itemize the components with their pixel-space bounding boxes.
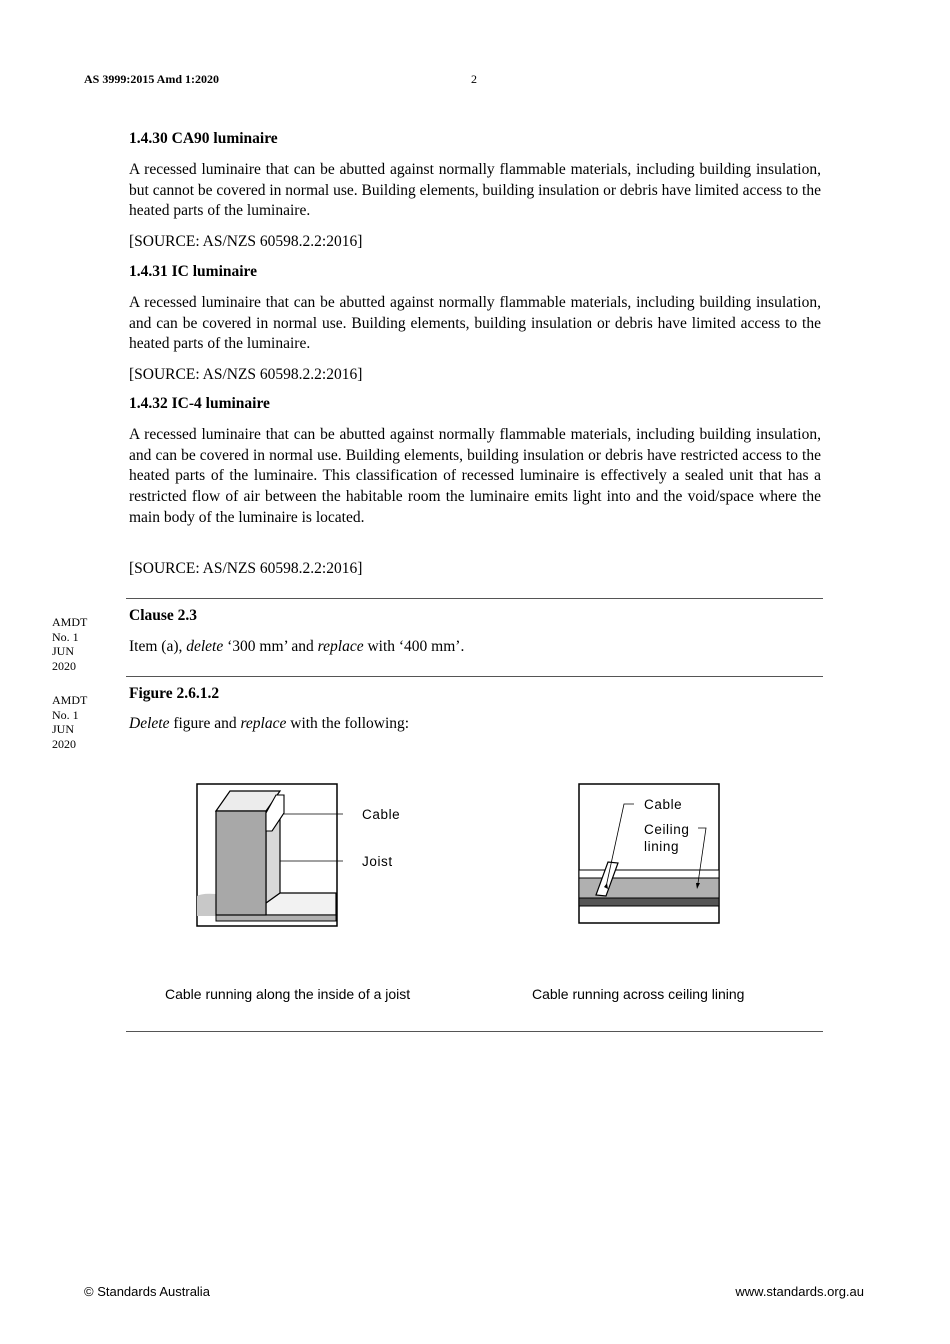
page-number: 2 bbox=[471, 72, 477, 86]
figure-label-cable: Cable bbox=[362, 807, 401, 822]
footer-url[interactable]: www.standards.org.au bbox=[735, 1284, 864, 1299]
amendment-instruction-figure: Delete figure and replace with the following: bbox=[129, 715, 410, 732]
figure-label-cable: Cable bbox=[644, 797, 683, 812]
figure-label-ceiling-lining: Ceiling lining bbox=[644, 822, 690, 854]
amendment-end-divider bbox=[126, 1031, 823, 1032]
section-source-ic4: [SOURCE: AS/NZS 60598.2.2:2016] bbox=[129, 560, 363, 577]
section-source-ic: [SOURCE: AS/NZS 60598.2.2:2016] bbox=[129, 366, 363, 383]
joist-cable-diagram bbox=[196, 783, 339, 928]
section-body-ca90: A recessed luminaire that can be abutted against normally flammable materials, including building insulation, but cannot be covered in normal use. Building elements, building insulation or debris have limited access to the heated parts of the luminaire. bbox=[129, 161, 821, 220]
amendment-divider bbox=[126, 676, 823, 677]
amendment-divider bbox=[126, 598, 823, 599]
section-heading-ic4: 1.4.32 IC-4 luminaire bbox=[129, 395, 270, 412]
footer-copyright: © Standards Australia bbox=[84, 1284, 210, 1299]
amendment-heading-figure: Figure 2.6.1.2 bbox=[129, 685, 220, 702]
amendment-heading-clause: Clause 2.3 bbox=[129, 607, 198, 624]
section-body-ic4: A recessed luminaire that can be abutted against normally flammable materials, including building insulation, and can be covered in normal use. Building elements, building insulation or debris have restricted access to the heated parts of the luminaire. This classification of recessed luminaire is effectively a sealed unit that has a restricted flow of air between the habitable room the luminaire emits light into and the void/space where the main body of the luminaire is located. bbox=[129, 426, 821, 526]
document-id: AS 3999:2015 Amd 1:2020 bbox=[84, 72, 220, 86]
section-source-ca90: [SOURCE: AS/NZS 60598.2.2:2016] bbox=[129, 233, 363, 250]
figure-caption-ceiling: Cable running across ceiling lining bbox=[532, 986, 745, 1002]
figure-caption-joist: Cable running along the inside of a joist bbox=[165, 986, 411, 1002]
section-heading-ic: 1.4.31 IC luminaire bbox=[129, 263, 258, 280]
amendment-instruction-clause: Item (a), delete ‘300 mm’ and replace with ‘400 mm’. bbox=[129, 638, 465, 655]
amendment-margin-note: AMDT No. 1 JUN 2020 bbox=[52, 615, 88, 673]
section-heading-ca90: 1.4.30 CA90 luminaire bbox=[129, 130, 278, 147]
section-body-ic: A recessed luminaire that can be abutted against normally flammable materials, including building insulation, and can be covered in normal use. Building elements, building insulation or debris have limited access to the heated parts of the luminaire. bbox=[129, 294, 821, 353]
amendment-margin-note: AMDT No. 1 JUN 2020 bbox=[52, 693, 88, 751]
figure-label-joist: Joist bbox=[362, 854, 393, 869]
